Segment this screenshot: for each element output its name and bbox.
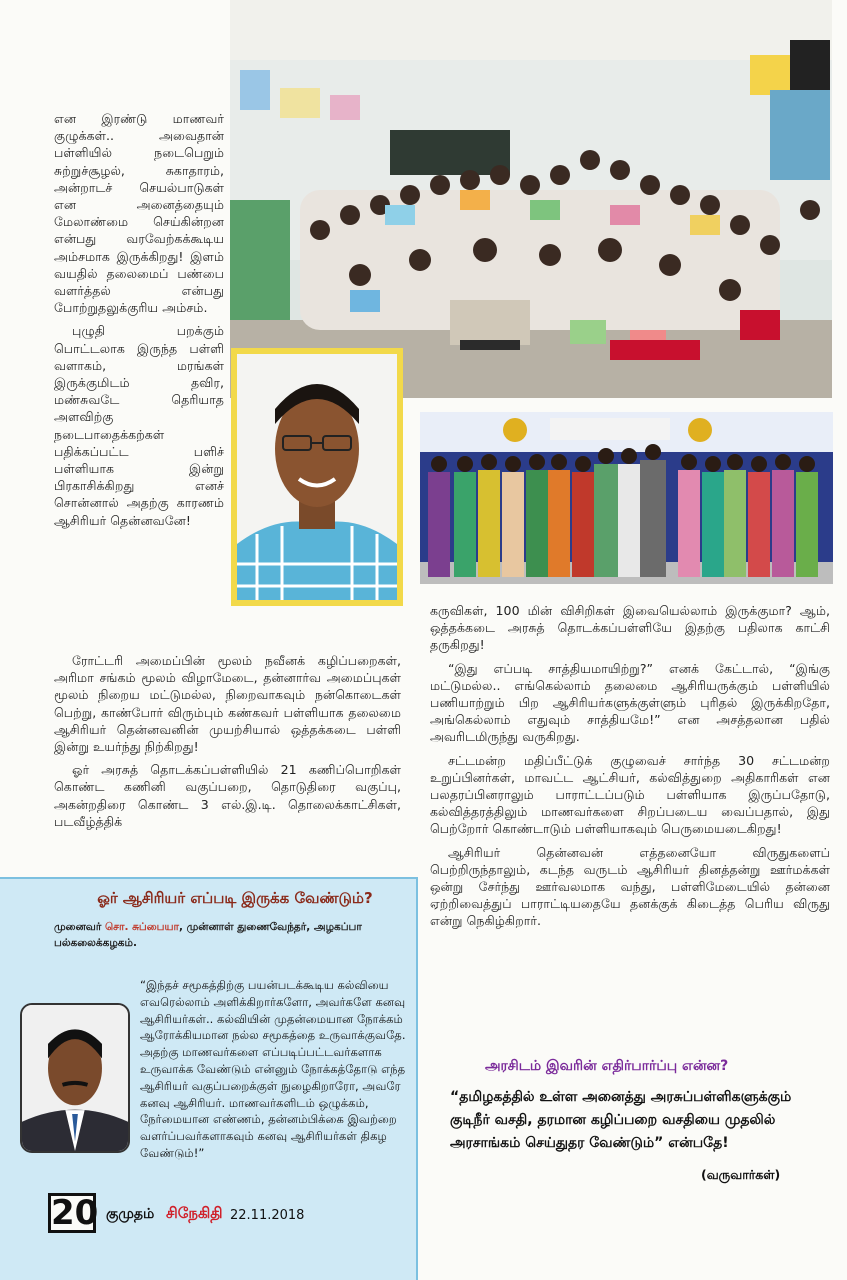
magazine-name: குமுதம் bbox=[106, 1206, 155, 1222]
left-article-column bbox=[54, 110, 224, 535]
closing-quote: “தமிழகத்தில் உள்ள அனைத்து அரசுப்பள்ளிகளுக்கும் குடிநீர் வசதி, தரமான கழிப்பறை வசதியை முதலில் அரசாங்கம் செய்துதர வேண்டும்” என்பதே! bbox=[450, 1089, 792, 1151]
magazine-subtitle: சிநேகிதி bbox=[166, 1204, 223, 1222]
article-paragraph: சட்டமன்ற மதிப்பீட்டுக் குழுவைச் சார்ந்த 30 சட்டமன்ற உறுப்பினர்கள், மாவட்ட ஆட்சியர், கல்வித்துறை அதிகாரிகள் என பலதரப்பினராலும் பாராட்டப்படும் பள்ளியாக இருப்பதோடு, கல்வித்தரத்திலும் மாணவர்களை சிறப்படைய வைப்பதால், இது பெற்றோர் கொண்டாடும் பள்ளியாகவும் பெருமையடைகிறது! bbox=[430, 752, 830, 837]
teacher-portrait-frame bbox=[231, 348, 403, 606]
article-paragraph: ஆசிரியர் தென்னவன் எத்தனையோ விருதுகளைப் பெற்றிருந்தாலும், கடந்த வருடம் ஆசிரியர் தினத்தன்று ஊர்மக்கள் ஒன்று சேர்ந்து ஊர்வலமாக வந்து, பள்ளிமேடையில் தன்னை ஏற்றிவைத்துப் பாராட்டியதையே தனக்குக் கிடைத்த பெரிய விருது என்று நெகிழ்கிறார். bbox=[430, 844, 830, 929]
page-number: 20 bbox=[48, 1193, 96, 1233]
article-paragraph: ஓர் அரசுத் தொடக்கப்பள்ளியில் 21 கணிப்பொறிகள் கொண்ட கணினி வகுப்பறை, தொடுதிரை வகுப்பு, அகன்றதிரை கொண்ட 3 எல்.இ.டி. தொலைக்காட்சிகள், படவீழ்த்திக் bbox=[54, 762, 401, 829]
issue-date: 22.11.2018 bbox=[230, 1208, 305, 1223]
article-paragraph: புழுதி பறக்கும் பொட்டலாக இருந்த பள்ளி வளாகம், மரங்கள் இருக்குமிடம் தவிர, மண்சுவடே தெரியாத அளவிற்கு நடைபாதைக்கற்கள் பதிக்கப்பட்ட பளிச் பள்ளியாக இன்று பிரகாசிக்கிறது எனச் சொன்னால் அதற்கு காரணம் ஆசிரியர் தென்னவனே! bbox=[54, 323, 224, 528]
middle-article-column bbox=[54, 652, 401, 836]
quote-box-heading: ஓர் ஆசிரியர் எப்படி இருக்க வேண்டும்? bbox=[97, 889, 373, 907]
quote-text: “இந்தச் சமூகத்திற்கு பயன்படக்கூடிய கல்வியை எவரெல்லாம் அளிக்கிறார்களோ, அவர்களே கனவு ஆசிரியர்கள்.. கல்வியின் முதன்மையான நோக்கம் ஆரோக்கியமான நல்ல சமூகத்தை உருவாக்குவதே. அதற்கு மாணவர்களை எப்படிப்பட்டவர்களாக உருவாக்க வேண்டும் என்னும் நோக்கத்தோடு எந்த ஆசிரியர் வகுப்பறைக்குள் நுழைகிறாரோ, அவரே கனவு ஆசிரியர். மாணவர்களிடம் ஒழுக்கம், நேர்மையான எண்ணம், தன்னம்பிக்கை இவற்றை வளர்ப்பவர்களாகவும் கனவு ஆசிரியர்கள் திகழ வேண்டும்!” bbox=[140, 978, 406, 1160]
article-paragraph: “இது எப்படி சாத்தியமாயிற்று?” எனக் கேட்டால், “இங்கு மட்டுமல்ல.. எங்கெல்லாம் தலைமை ஆசிரியருக்கும் பள்ளியில் பணியாற்றும் பிற ஆசிரியர்களுக்குள்ளும் புரிதல் இருக்கிறதோ, அங்கெல்லாம் எதுவும் சாத்தியமே!” என அசத்தலான பதில் அவரிடமிருந்து வருகிறது. bbox=[430, 660, 830, 745]
article-paragraph: ரோட்டரி அமைப்பின் மூலம் நவீனக் கழிப்பறைகள், அரிமா சங்கம் மூலம் விழாமேடை, தன்னார்வ அமைப்புகள் மூலம் நிறைய மட்டுமல்ல, நிறைவாகவும் நன்கொடைகள் பெற்று, காண்போர் விரும்பும் கண்கவர் பள்ளியாக தலைமை ஆசிரியர் தென்னவனின் முயற்சியால் ஒத்தக்கடை பள்ளி இன்று உயர்ந்து நிற்கிறது! bbox=[54, 653, 401, 755]
byline-prefix: முனைவர் bbox=[54, 921, 105, 933]
classroom-group-photo bbox=[230, 0, 832, 398]
teacher-portrait-photo bbox=[237, 354, 397, 600]
byline-name: சொ. சுப்பையா bbox=[104, 921, 179, 933]
byline-rest: , முன்னாள் துணைவேந்தர், அழகப்பா பல்கலைக்கழகம். bbox=[54, 921, 362, 949]
quote-byline bbox=[54, 919, 409, 951]
expert-photo bbox=[20, 1003, 130, 1153]
award-event-photo bbox=[420, 412, 833, 584]
article-paragraph: கருவிகள், 100 மின் விசிறிகள் இவையெல்லாம் இருக்குமா? ஆம், ஒத்தக்கடை அரசுத் தொடக்கப்பள்ளியே இதற்கு பதிலாக காட்சி தருகிறது! bbox=[430, 603, 830, 653]
right-article-column bbox=[430, 602, 830, 936]
continued-marker: (வருவார்கள்) bbox=[701, 1167, 781, 1182]
subheading-government-expectation: அரசிடம் இவரின் எதிர்பார்ப்பு என்ன? bbox=[485, 1058, 729, 1074]
article-paragraph: என இரண்டு மாணவர் குழுக்கள்.. அவைதான் பள்ளியில் நடைபெறும் சுற்றுச்சூழல், சுகாதாரம், அன்றாடச் செயல்பாடுகள் என அனைத்தையும் மேலாண்மை செய்கின்றன என்பது வரவேற்கக்கூடிய அம்சமாக இருக்கிறது! இளம் வயதில் தலைமைப் பண்பை வளர்த்தல் என்பது போற்றுதலுக்குரிய அம்சம். bbox=[54, 111, 224, 316]
